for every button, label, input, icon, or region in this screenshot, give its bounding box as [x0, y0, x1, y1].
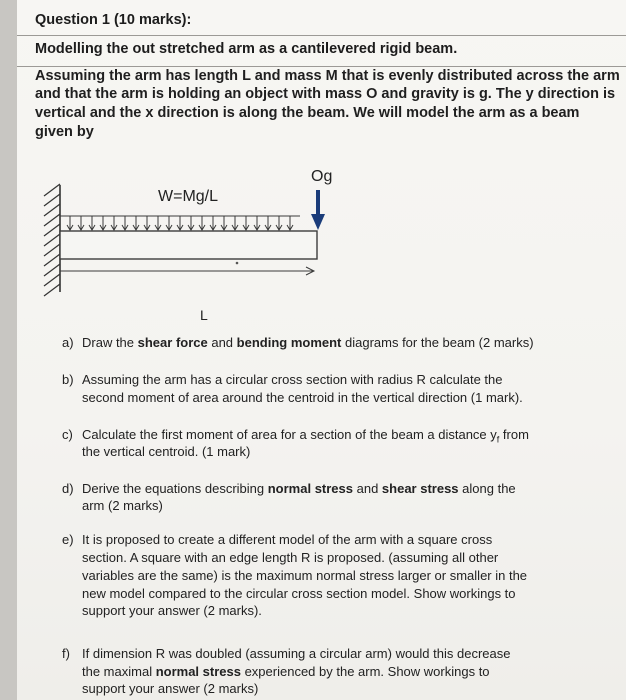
x-axis-arrow	[60, 267, 314, 275]
part-c-letter: c)	[62, 427, 73, 442]
part-a-letter: a)	[62, 335, 74, 350]
part-f-letter: f)	[62, 646, 70, 661]
distributed-load	[60, 216, 300, 230]
point-load-label: Og	[311, 168, 333, 185]
part-a: a) Draw the shear force and bending moment diagrams for the beam (2 marks)	[62, 335, 534, 350]
question-title: Question 1 (10 marks):	[35, 12, 192, 28]
intro-line-2: and that the arm is holding an object with mass O and gravity is g. The y direction is	[35, 86, 616, 102]
centroid-dot	[236, 262, 239, 265]
part-e-line-5: support your answer (2 marks).	[82, 603, 262, 618]
part-f-line-2: the maximal normal stress experienced by the arm. Show workings to	[82, 664, 490, 679]
length-label: L	[200, 307, 208, 323]
part-e-line-3: variables are the same) is the maximum normal stress larger or smaller in the	[82, 568, 528, 583]
bending-moment-term: bending moment	[236, 335, 342, 350]
shear-stress-term: shear stress	[381, 481, 459, 496]
intro-line-4: given by	[35, 124, 94, 140]
part-c-line-2: the vertical centroid. (1 mark)	[82, 444, 251, 459]
part-e-line-2: section. A square with an edge length R is proposed. (assuming all other	[82, 550, 499, 565]
title-divider	[17, 35, 626, 36]
part-b-line-2: second moment of area around the centroid in the vertical direction (1 mark).	[82, 390, 523, 405]
part-e-line-1: e) It is proposed to create a different model of the arm with a square cross	[62, 532, 493, 547]
fixed-support-hatching	[44, 184, 60, 296]
part-e-letter: e)	[62, 532, 74, 547]
part-b-line-1: b) Assuming the arm has a circular cross section with radius R calculate the	[62, 372, 503, 387]
distributed-load-label: W=Mg/L	[158, 188, 219, 205]
beam	[60, 231, 317, 259]
intro-line-1: Assuming the arm has length L and mass M that is evenly distributed across the arm	[35, 68, 620, 84]
heading-divider	[17, 66, 626, 67]
part-d-line-1: d) Derive the equations describing normal stress and shear stress along the	[62, 481, 516, 496]
part-d-line-2: arm (2 marks)	[82, 498, 163, 513]
point-load-arrow	[311, 190, 325, 230]
part-d-letter: d)	[62, 481, 74, 496]
shear-force-term: shear force	[137, 335, 208, 350]
part-f-line-1: f) If dimension R was doubled (assuming a circular arm) would this decrease	[62, 646, 511, 661]
normal-stress-term-f: normal stress	[155, 664, 241, 679]
intro-line-3: vertical and the x direction is along the beam. We will model the arm as a beam	[35, 105, 580, 121]
part-c-line-1: c) Calculate the first moment of area for a section of the beam a distance $y_f$ from	[62, 427, 529, 445]
part-e-line-4: new model compared to the circular cross section model. Show workings to	[82, 586, 516, 601]
question-heading: Modelling the out stretched arm as a cantilevered rigid beam.	[35, 41, 458, 57]
normal-stress-term: normal stress	[267, 481, 353, 496]
part-b-letter: b)	[62, 372, 74, 387]
part-f-line-3: support your answer (2 marks)	[82, 681, 259, 696]
